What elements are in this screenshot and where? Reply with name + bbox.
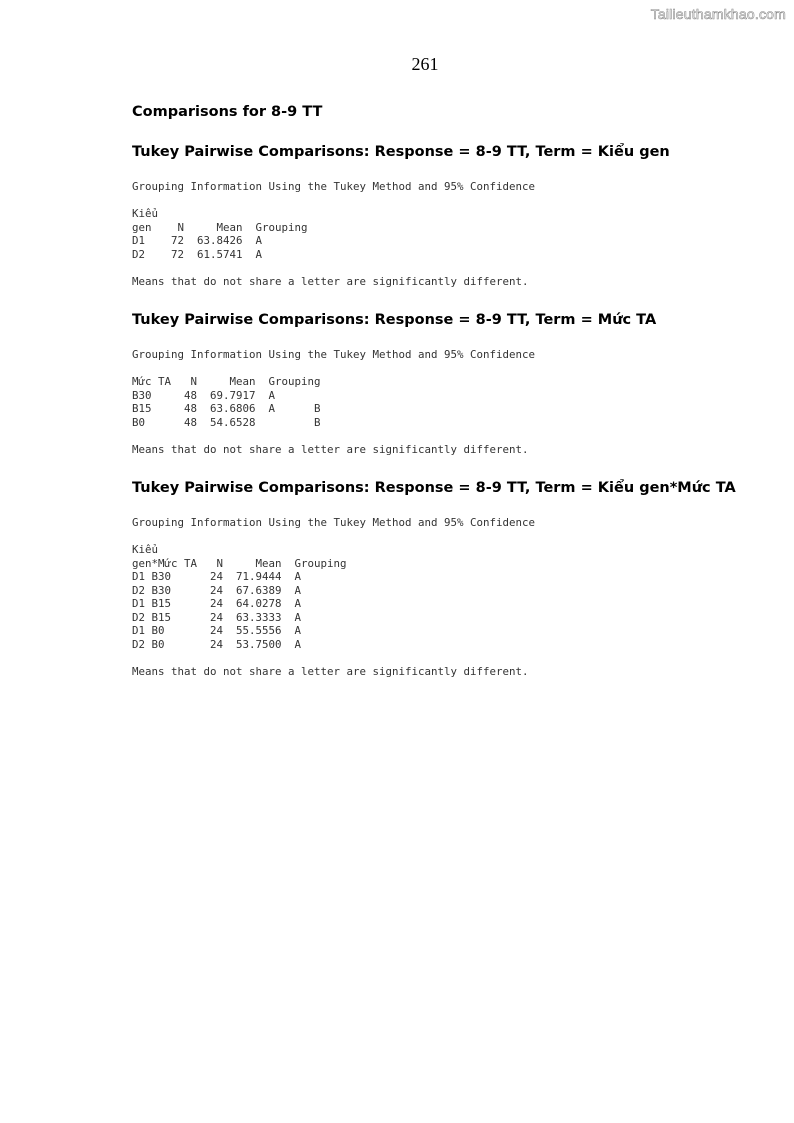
info-line: Grouping Information Using the Tukey Method and 95% Confidence xyxy=(132,516,536,529)
page-number: 261 xyxy=(411,54,439,74)
section-heading: Tukey Pairwise Comparisons: Response = 8-9 TT, Term = Kiểu gen*Mức TA xyxy=(132,480,736,496)
table-row: D1 B0 24 55.5556 A xyxy=(132,624,302,637)
table-header-line: gen N Mean Grouping xyxy=(132,220,308,234)
table-row: B30 48 69.7917 A xyxy=(132,388,276,402)
table-header-line: Kiểu xyxy=(132,207,159,220)
section-kieu-gen-muc-ta xyxy=(132,476,752,678)
table-row: B0 48 54.6528 B xyxy=(132,415,321,429)
table-row: D2 B15 24 63.3333 A xyxy=(132,610,302,624)
table-row: D2 B30 24 67.6389 A xyxy=(132,583,302,597)
watermark-text: Tailieuthamkhao.com xyxy=(650,6,786,22)
table-row: D2 72 61.5741 A xyxy=(132,247,263,261)
significance-note: Means that do not share a letter are significantly different. xyxy=(132,442,529,456)
section-heading: Tukey Pairwise Comparisons: Response = 8-9 TT, Term = Mức TA xyxy=(132,312,657,328)
significance-note: Means that do not share a letter are significantly different. xyxy=(132,664,529,678)
section-heading: Tukey Pairwise Comparisons: Response = 8-9 TT, Term = Kiểu gen xyxy=(132,144,670,160)
section-muc-ta xyxy=(132,308,752,456)
main-heading: Comparisons for 8-9 TT xyxy=(132,104,323,120)
table-row: D1 B15 24 64.0278 A xyxy=(132,597,302,610)
section-kieu-gen xyxy=(132,140,752,288)
info-line: Grouping Information Using the Tukey Method and 95% Confidence xyxy=(132,180,536,193)
table-row: D1 B30 24 71.9444 A xyxy=(132,570,302,583)
info-line: Grouping Information Using the Tukey Method and 95% Confidence xyxy=(132,348,536,361)
table-header-line: Kiểu xyxy=(132,543,159,556)
table-row: D2 B0 24 53.7500 A xyxy=(132,637,302,651)
table-row: D1 72 63.8426 A xyxy=(132,234,263,247)
table-header-line: Mức TA N Mean Grouping xyxy=(132,375,321,388)
significance-note: Means that do not share a letter are significantly different. xyxy=(132,274,529,288)
document-body xyxy=(132,104,752,698)
table-row: B15 48 63.6806 A B xyxy=(132,402,321,415)
table-header-line: gen*Mức TA N Mean Grouping xyxy=(132,556,347,570)
